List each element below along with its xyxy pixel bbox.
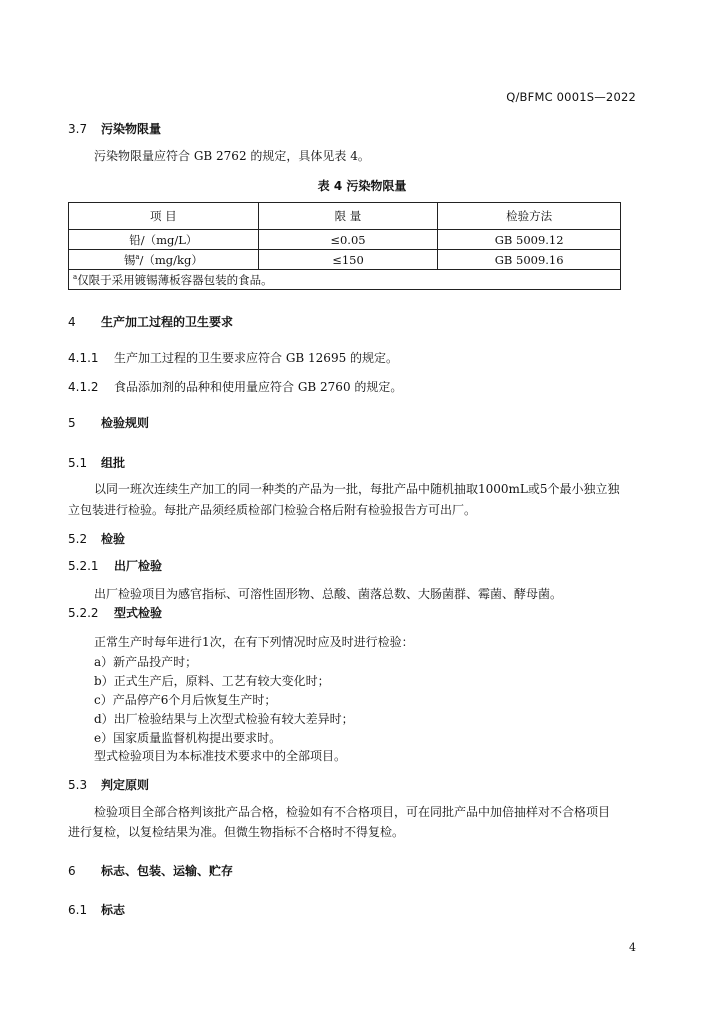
document-code: Q/BFMC 0001S—2022 bbox=[506, 90, 636, 104]
cell-limit: ≤0.05 bbox=[258, 230, 438, 250]
section-5-heading bbox=[68, 414, 149, 431]
section-number: 5.2.1 bbox=[68, 559, 99, 573]
cell-method: GB 5009.16 bbox=[438, 250, 621, 270]
section-title: 组批 bbox=[101, 456, 126, 470]
contaminant-limits-table bbox=[68, 202, 621, 290]
section-number: 3.7 bbox=[68, 122, 88, 136]
section-5-2-2-intro: 正常生产时每年进行1次，在有下列情况时应及时进行检验： bbox=[94, 635, 414, 649]
section-title: 出厂检验 bbox=[114, 559, 163, 573]
section-5-1-heading bbox=[68, 454, 125, 471]
section-title: 生产加工过程的卫生要求 bbox=[101, 315, 234, 329]
footnote-text: 仅限于采用镀锡薄板容器包装的食品。 bbox=[77, 272, 273, 287]
clause-number: 4.1.2 bbox=[68, 380, 99, 394]
section-number: 4 bbox=[68, 315, 76, 329]
list-item: a）新产品投产时； bbox=[94, 655, 198, 669]
section-title: 型式检验 bbox=[114, 606, 163, 620]
table-row bbox=[69, 230, 621, 250]
cell-limit: ≤150 bbox=[258, 250, 438, 270]
section-6-1-heading bbox=[68, 901, 125, 918]
cell-method: GB 5009.12 bbox=[438, 230, 621, 250]
section-title: 污染物限量 bbox=[101, 122, 162, 136]
section-number: 6.1 bbox=[68, 903, 88, 917]
section-5-3-line-2: 进行复检，以复检结果为准。但微生物指标不合格时不得复检。 bbox=[68, 825, 405, 839]
clause-4-1-2 bbox=[68, 378, 402, 395]
section-4-heading bbox=[68, 313, 233, 330]
table-row bbox=[69, 250, 621, 270]
cell-item: 铅/（mg/L） bbox=[69, 230, 259, 250]
section-number: 5.2.2 bbox=[68, 606, 99, 620]
section-3-7-paragraph: 污染物限量应符合 GB 2762 的规定，具体见表 4。 bbox=[94, 149, 370, 163]
item-prefix: 锡 bbox=[123, 252, 136, 267]
section-3-7-heading bbox=[68, 120, 161, 137]
list-item: d）出厂检验结果与上次型式检验有较大差异时； bbox=[94, 712, 354, 726]
list-item: b）正式生产后，原料、工艺有较大变化时； bbox=[94, 674, 330, 688]
cell-item bbox=[69, 250, 259, 270]
footnote-marker: a bbox=[135, 252, 140, 261]
section-number: 5 bbox=[68, 416, 76, 430]
clause-text: 食品添加剂的品种和使用量应符合 GB 2760 的规定。 bbox=[114, 380, 403, 394]
section-5-1-line-1: 以同一班次连续生产加工的同一种类的产品为一批，每批产品中随机抽取1000mL或5个最小独立独 bbox=[94, 482, 620, 496]
header-method: 检验方法 bbox=[438, 203, 621, 230]
section-6-heading bbox=[68, 862, 233, 879]
clause-4-1-1 bbox=[68, 349, 398, 366]
section-5-3-line-1: 检验项目全部合格判该批产品合格，检验如有不合格项目，可在同批产品中加倍抽样对不合格项目 bbox=[94, 805, 611, 819]
section-title: 判定原则 bbox=[101, 778, 150, 792]
table-footnote bbox=[69, 270, 621, 290]
section-title: 标志 bbox=[101, 903, 126, 917]
section-title: 标志、包装、运输、贮存 bbox=[101, 864, 234, 878]
section-5-3-heading bbox=[68, 776, 149, 793]
item-suffix: /（mg/kg） bbox=[139, 252, 203, 267]
clause-text: 生产加工过程的卫生要求应符合 GB 12695 的规定。 bbox=[114, 351, 399, 365]
list-item: e）国家质量监督机构提出要求时。 bbox=[94, 731, 282, 745]
section-5-2-1-text: 出厂检验项目为感官指标、可溶性固形物、总酸、菌落总数、大肠菌群、霉菌、酵母菌。 bbox=[94, 587, 563, 601]
section-number: 6 bbox=[68, 864, 76, 878]
section-title: 检验 bbox=[101, 532, 126, 546]
section-number: 5.1 bbox=[68, 456, 88, 470]
section-5-1-line-2: 立包装进行检验。每批产品须经质检部门检验合格后附有检验报告方可出厂。 bbox=[68, 503, 477, 517]
header-limit: 限 量 bbox=[258, 203, 438, 230]
footnote-marker: a bbox=[73, 272, 78, 281]
table-note-row bbox=[69, 270, 621, 290]
section-number: 5.3 bbox=[68, 778, 88, 792]
section-5-2-2-heading bbox=[68, 604, 162, 621]
header-item: 项 目 bbox=[69, 203, 259, 230]
section-number: 5.2 bbox=[68, 532, 88, 546]
table-4-caption: 表 4 污染物限量 bbox=[317, 179, 407, 193]
clause-number: 4.1.1 bbox=[68, 351, 99, 365]
section-5-2-heading bbox=[68, 530, 125, 547]
table-header-row bbox=[69, 203, 621, 230]
list-item: c）产品停产6个月后恢复生产时； bbox=[94, 693, 277, 707]
section-5-2-1-heading bbox=[68, 557, 162, 574]
page-number: 4 bbox=[629, 941, 636, 954]
section-5-2-2-closing: 型式检验项目为本标准技术要求中的全部项目。 bbox=[94, 749, 347, 763]
section-title: 检验规则 bbox=[101, 416, 150, 430]
